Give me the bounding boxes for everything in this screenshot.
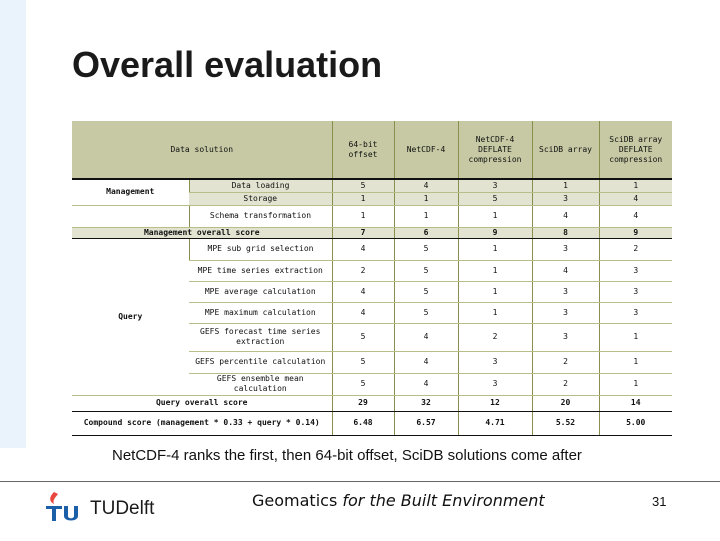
table-row xyxy=(72,179,672,192)
left-accent-bar xyxy=(0,0,26,448)
cell: 1 xyxy=(458,260,532,281)
cell: 5 xyxy=(394,238,458,260)
flame-icon xyxy=(44,490,90,522)
row-label: Storage xyxy=(189,192,332,205)
header-data-solution: Data solution xyxy=(72,121,332,179)
cell: 3 xyxy=(599,281,672,302)
cell: 4 xyxy=(394,373,458,395)
course-title-italic: for the Built Environment xyxy=(342,491,545,510)
cell: 4 xyxy=(394,179,458,192)
cell: 7 xyxy=(332,227,394,238)
cell: 12 xyxy=(458,395,532,411)
slide-title: Overall evaluation xyxy=(72,44,383,85)
row-label: Compound score (management * 0.33 + query * 0.14) xyxy=(72,411,332,435)
cell: 3 xyxy=(458,373,532,395)
course-title xyxy=(252,491,545,510)
cell: 14 xyxy=(599,395,672,411)
cell: 8 xyxy=(532,227,599,238)
course-title-normal: Geomatics xyxy=(252,491,343,510)
cell: 5.52 xyxy=(532,411,599,435)
cell: 6.48 xyxy=(332,411,394,435)
cell: 3 xyxy=(532,281,599,302)
row-label: MPE maximum calculation xyxy=(189,302,332,323)
cell: 3 xyxy=(532,302,599,323)
cell: 20 xyxy=(532,395,599,411)
cell: 3 xyxy=(599,302,672,323)
header-scidb-deflate: SciDB array DEFLATE compression xyxy=(599,121,672,179)
cell: 4.71 xyxy=(458,411,532,435)
cell: 4 xyxy=(332,281,394,302)
cell: 9 xyxy=(599,227,672,238)
cell: 5 xyxy=(332,373,394,395)
cell: 1 xyxy=(532,179,599,192)
cell: 4 xyxy=(532,260,599,281)
cell: 2 xyxy=(458,323,532,351)
row-label: Data loading xyxy=(189,179,332,192)
row-label: GEFS ensemble mean calculation xyxy=(189,373,332,395)
cell: 4 xyxy=(599,205,672,227)
cell: 5 xyxy=(332,323,394,351)
cell: 1 xyxy=(394,192,458,205)
cell: 4 xyxy=(532,205,599,227)
evaluation-table xyxy=(72,121,672,436)
cell: 1 xyxy=(458,238,532,260)
cell: 5.00 xyxy=(599,411,672,435)
header-netcdf4-deflate: NetCDF-4 DEFLATE compression xyxy=(458,121,532,179)
cell: 29 xyxy=(332,395,394,411)
conclusion-text: NetCDF-4 ranks the first, then 64-bit offset, SciDB solutions come after xyxy=(112,447,582,464)
cell: 3 xyxy=(532,238,599,260)
cell: 3 xyxy=(458,179,532,192)
row-label: Schema transformation xyxy=(189,205,332,227)
cell: 3 xyxy=(458,351,532,373)
cell: 5 xyxy=(394,281,458,302)
cell: 4 xyxy=(394,351,458,373)
cell: 4 xyxy=(332,302,394,323)
cell: 1 xyxy=(332,192,394,205)
cell: 32 xyxy=(394,395,458,411)
cell: 2 xyxy=(532,351,599,373)
header-64bit-offset: 64-bit offset xyxy=(332,121,394,179)
cell: 5 xyxy=(332,179,394,192)
cell: 5 xyxy=(458,192,532,205)
table-row-management-overall xyxy=(72,227,672,238)
cell: 2 xyxy=(599,238,672,260)
cell: 2 xyxy=(532,373,599,395)
cell: 4 xyxy=(599,192,672,205)
cell: 1 xyxy=(599,323,672,351)
row-label: Management overall score xyxy=(72,227,332,238)
table-header-row xyxy=(72,121,672,179)
cell: 1 xyxy=(458,281,532,302)
group-management: Management xyxy=(72,179,189,205)
cell: 6.57 xyxy=(394,411,458,435)
cell: 1 xyxy=(599,179,672,192)
header-scidb-array: SciDB array xyxy=(532,121,599,179)
cell: 1 xyxy=(458,205,532,227)
cell: 3 xyxy=(532,192,599,205)
cell: 1 xyxy=(332,205,394,227)
cell: 5 xyxy=(394,302,458,323)
cell: 1 xyxy=(394,205,458,227)
table-row xyxy=(72,205,672,227)
cell: 1 xyxy=(458,302,532,323)
cell: 3 xyxy=(532,323,599,351)
cell: 4 xyxy=(332,238,394,260)
cell: 5 xyxy=(394,260,458,281)
cell: 9 xyxy=(458,227,532,238)
cell: 5 xyxy=(332,351,394,373)
row-label: Query overall score xyxy=(72,395,332,411)
row-label: GEFS forecast time series extraction xyxy=(189,323,332,351)
table-row-query-overall xyxy=(72,395,672,411)
cell: 3 xyxy=(599,260,672,281)
cell: 6 xyxy=(394,227,458,238)
page-number: 31 xyxy=(652,494,667,509)
group-query: Query xyxy=(72,238,189,395)
cell: 4 xyxy=(394,323,458,351)
row-label: MPE time series extraction xyxy=(189,260,332,281)
row-label: MPE sub grid selection xyxy=(189,238,332,260)
row-label: GEFS percentile calculation xyxy=(189,351,332,373)
cell: 2 xyxy=(332,260,394,281)
table-row-compound-score xyxy=(72,411,672,435)
cell: 1 xyxy=(599,351,672,373)
row-label: MPE average calculation xyxy=(189,281,332,302)
footer xyxy=(0,481,720,541)
empty-cell xyxy=(72,205,189,227)
cell: 1 xyxy=(599,373,672,395)
logo-text: TUDelft xyxy=(90,498,155,519)
header-netcdf4: NetCDF-4 xyxy=(394,121,458,179)
table-row xyxy=(72,238,672,260)
